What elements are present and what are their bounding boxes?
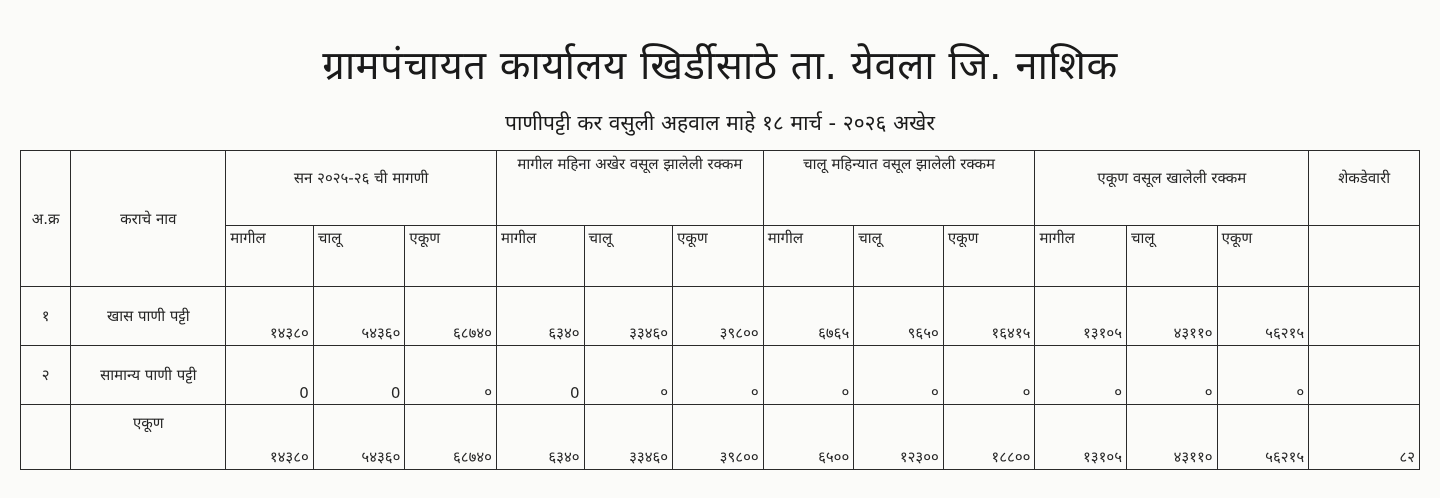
subheader-cell: मागील (1035, 226, 1127, 287)
subheader-cell: मागील (763, 226, 854, 287)
subheader-cell: चालू (1127, 226, 1218, 287)
value-cell: ३३४६० (584, 405, 673, 470)
header-current-month: चालू महिन्यात वसूल झालेली रक्कम (763, 151, 1035, 226)
subheader-cell: एकूण (405, 226, 497, 287)
value-cell: ४३११० (1127, 405, 1218, 470)
subheader-cell: मागील (497, 226, 585, 287)
value-cell: ६३४० (497, 287, 585, 346)
value-cell: 0 (497, 346, 585, 405)
value-cell: ० (763, 346, 854, 405)
report-subtitle: पाणीपट्टी कर वसुली अहवाल माहे १८ मार्च - २०२६ अखेर (505, 111, 935, 135)
row-sr: २ (21, 346, 71, 405)
value-cell: ६८७४० (405, 405, 497, 470)
row-tax-name: सामान्य पाणी पट्टी (71, 346, 226, 405)
value-cell: ० (943, 346, 1035, 405)
header-total-recovered: एकूण वसूल खालेली रक्कम (1035, 151, 1309, 226)
header-sr: अ.क्र (21, 151, 71, 287)
header-tax-name: कराचे नाव (71, 151, 226, 287)
value-cell: ५४३६० (313, 405, 405, 470)
recovery-table (20, 150, 1420, 470)
percent-cell: ८२ (1309, 405, 1420, 470)
value-cell: ० (1127, 346, 1218, 405)
value-cell: ५४३६० (313, 287, 405, 346)
header-row-sub (21, 226, 1420, 287)
value-cell: ० (405, 346, 497, 405)
row-tax-name: खास पाणी पट्टी (71, 287, 226, 346)
value-cell: ३९८०० (673, 405, 764, 470)
value-cell: ९६५० (854, 287, 944, 346)
value-cell: १४३८० (226, 287, 314, 346)
subheader-cell: चालू (584, 226, 673, 287)
header-demand: सन २०२५-२६ ची मागणी (226, 151, 497, 226)
value-cell: १३१०५ (1035, 405, 1127, 470)
value-cell: ६५०० (763, 405, 854, 470)
value-cell: ० (673, 346, 764, 405)
subheader-cell: एकूण (673, 226, 764, 287)
percent-cell (1309, 346, 1420, 405)
percent-cell (1309, 287, 1420, 346)
value-cell: १८८०० (943, 405, 1035, 470)
value-cell: ३९८०० (673, 287, 764, 346)
subheader-cell: चालू (854, 226, 944, 287)
subheader-blank (1309, 226, 1420, 287)
value-cell: ० (1035, 346, 1127, 405)
subheader-cell: चालू (313, 226, 405, 287)
row-tax-name: एकूण (71, 405, 226, 470)
value-cell: ३३४६० (584, 287, 673, 346)
value-cell: १३१०५ (1035, 287, 1127, 346)
value-cell: ० (584, 346, 673, 405)
value-cell: ४३११० (1127, 287, 1218, 346)
header-prev-month: मागील महिना अखेर वसूल झालेली रक्कम (497, 151, 764, 226)
value-cell: ५६२१५ (1217, 405, 1309, 470)
value-cell: ६३४० (497, 405, 585, 470)
row-sr: १ (21, 287, 71, 346)
header-percentage: शेकडेवारी (1309, 151, 1420, 226)
subheader-cell: एकूण (1217, 226, 1309, 287)
subheader-cell: मागील (226, 226, 314, 287)
value-cell: 0 (313, 346, 405, 405)
table-row (21, 287, 1420, 346)
subheader-cell: एकूण (943, 226, 1035, 287)
value-cell: ० (854, 346, 944, 405)
value-cell: १६४१५ (943, 287, 1035, 346)
value-cell: 0 (226, 346, 314, 405)
office-title: ग्रामपंचायत कार्यालय खिर्डीसाठे ता. येवला जि. नाशिक (322, 43, 1118, 89)
value-cell: ६७६५ (763, 287, 854, 346)
value-cell: ५६२१५ (1217, 287, 1309, 346)
header-row-groups (21, 151, 1420, 226)
table-row (21, 346, 1420, 405)
value-cell: १२३०० (854, 405, 944, 470)
table-row-total (21, 405, 1420, 470)
value-cell: ० (1217, 346, 1309, 405)
value-cell: ६८७४० (405, 287, 497, 346)
row-sr (21, 405, 71, 470)
value-cell: १४३८० (226, 405, 314, 470)
